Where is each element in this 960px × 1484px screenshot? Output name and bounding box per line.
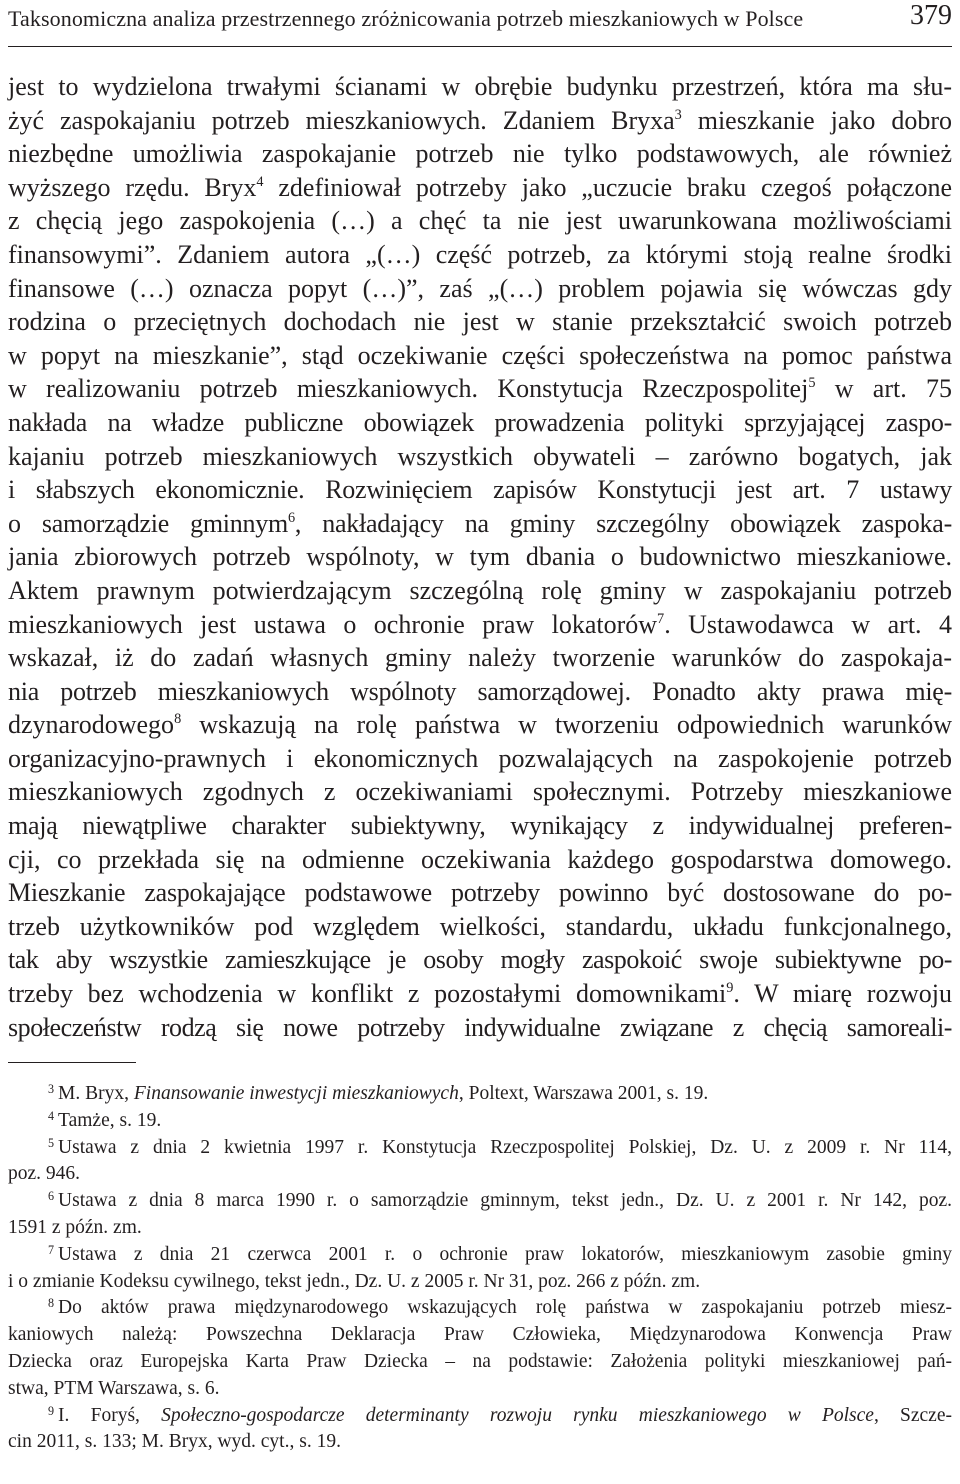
- text-line: [8, 675, 952, 709]
- text-run: społeczeństw rodzą się nowe potrzeby indywidualne związane z chęcią samoreali-: [8, 1012, 952, 1042]
- text-line: [8, 1011, 952, 1045]
- text-line: [8, 171, 952, 205]
- footnote-text: Dziecka oraz Europejska Karta Praw Dziecka – na podstawie: Założenia polityki mieszkaniowej pań-: [8, 1350, 952, 1372]
- text-line: [8, 574, 952, 608]
- footnote-line: [8, 1188, 952, 1215]
- text-run: z chęcią jego zaspokojenia (…) a chęć ta nie jest uwarunkowana możliwościami: [8, 206, 952, 236]
- text-run: w art. 75: [815, 374, 952, 404]
- text-run: Mieszkanie zaspokajające podstawowe potrzeby powinno być dostosowane do po-: [8, 878, 952, 908]
- footnote-line: [8, 1376, 952, 1403]
- text-line: [8, 104, 952, 138]
- footnote-text: , Poltext, Warszawa 2001, s. 19.: [458, 1083, 709, 1104]
- footnote-text: kaniowych należą: Powszechna Deklaracja Praw Człowieka, Międzynarodowa Konwencja Praw: [8, 1324, 952, 1346]
- text-line: [8, 440, 952, 474]
- footnote-text: cin 2011, s. 133; M. Bryx, wyd. cyt., s. 19.: [8, 1431, 341, 1453]
- footnote-number: 3: [48, 1081, 55, 1096]
- footnote-line: [8, 1269, 952, 1296]
- footnote-ref: 3: [674, 106, 682, 123]
- footnote-rule: [8, 1062, 136, 1063]
- footnote-line: [8, 1108, 952, 1135]
- text-run: cji, co przekłada się na odmienne oczekiwania każdego gospodarstwa domowego.: [8, 844, 952, 874]
- text-run: mieszkaniowych jest ustawa o ochronie praw lokatorów: [8, 609, 658, 639]
- footnote-title: Społeczno-gospodarcze determinanty rozwoju rynku mieszkaniowego w Polsce: [161, 1404, 874, 1426]
- text-line: [8, 473, 952, 507]
- text-line: [8, 977, 952, 1011]
- text-run: tak aby wszystkie zamieszkujące je osoby mogły zaspokoić swoje subiektywne po-: [8, 945, 952, 975]
- footnote-3: [8, 1081, 952, 1108]
- text-run: Aktem prawnym potwierdzającym szczególną rolę gminy w zaspokajaniu potrzeb: [8, 575, 952, 605]
- text-run: mieszkanie jako dobro: [681, 105, 952, 135]
- footnote-text: Ustawa z dnia 8 marca 1990 r. o samorządzie gminnym, tekst jedn., Dz. U. z 2001 r. Nr 142, poz.: [58, 1190, 952, 1212]
- footnote-line: [8, 1215, 952, 1242]
- footnote-title: Finansowanie inwestycji mieszkaniowych: [133, 1083, 459, 1104]
- text-run: finansowymi”. Zdaniem autora „(…) część potrzeb, za którymi stoją realne środki: [8, 239, 952, 269]
- footnote-text: Ustawa z dnia 21 czerwca 2001 r. o ochronie praw lokatorów, mieszkaniowym zasobie gminy: [58, 1243, 952, 1265]
- footnote-line: [8, 1322, 952, 1349]
- footnote-text: i o zmianie Kodeksu cywilnego, tekst jedn., Dz. U. z 2005 r. Nr 31, poz. 266 z późn. zm.: [8, 1270, 701, 1292]
- footnote-line: [8, 1295, 952, 1322]
- footnote-text: Do aktów prawa międzynarodowego wskazujących rolę państwa w zaspokajaniu potrzeb miesz-: [58, 1297, 952, 1319]
- text-line: [8, 372, 952, 406]
- footnote-ref: 7: [657, 610, 665, 627]
- footnote-line: [8, 1081, 952, 1108]
- text-line: [8, 339, 952, 373]
- footnote-ref: 8: [174, 711, 182, 728]
- page-number: 379: [910, 0, 952, 31]
- text-run: w realizowaniu potrzeb mieszkaniowych. Konstytucja Rzeczpospolitej: [8, 374, 809, 404]
- text-run: niezbędne umożliwia zaspokajanie potrzeb nie tylko podstawowych, ale również: [8, 139, 952, 169]
- footnote-line: [8, 1403, 952, 1430]
- text-run: zdefiniował potrzeby jako „uczucie braku czegoś połączone: [263, 172, 952, 202]
- text-line: [8, 641, 952, 675]
- footnote-text: Tamże, s. 19.: [58, 1109, 162, 1131]
- footnote-ref: 6: [288, 509, 295, 526]
- text-run: kajaniu potrzeb mieszkaniowych wszystkich obywateli – zarówno bogatych, jak: [8, 441, 952, 471]
- footnote-line: [8, 1429, 952, 1456]
- footnote-number: 8: [48, 1296, 55, 1311]
- text-run: jania zbiorowych potrzeb wspólnoty, w tym dbania o budownictwo mieszkaniowe.: [8, 542, 952, 572]
- footnote-text: M. Bryx,: [58, 1083, 134, 1104]
- text-run: . Ustawodawca w art. 4: [664, 609, 953, 639]
- footnote-4: [8, 1108, 952, 1135]
- text-line: [8, 70, 952, 104]
- footnote-line: [8, 1242, 952, 1269]
- text-run: finansowe (…) oznacza popyt (…)”, zaś „(…) problem pojawia się wówczas gdy: [8, 273, 952, 303]
- text-line: [8, 137, 952, 171]
- footnote-8: [8, 1295, 952, 1402]
- text-run: wskazał, iż do zadań własnych gminy należy tworzenie warunków do zaspokaja-: [8, 643, 952, 673]
- text-run: mają niewątpliwe charakter subiektywny, wynikający z indywidualnej preferen-: [8, 811, 952, 841]
- text-run: i słabszych ekonomicznie. Rozwinięciem zapisów Konstytucji jest art. 7 ustawy: [8, 475, 952, 505]
- footnote-6: [8, 1188, 952, 1242]
- text-line: [8, 272, 952, 306]
- footnote-text: , Szcze-: [873, 1404, 952, 1426]
- text-line: [8, 742, 952, 776]
- footnote-ref: 5: [808, 375, 816, 392]
- text-run: , nakładający na gminy szczególny obowiązek zaspoka-: [294, 508, 952, 538]
- body-text: [8, 70, 952, 1044]
- text-run: żyć zaspokajaniu potrzeb mieszkaniowych. Zdaniem Bryxa: [8, 105, 675, 135]
- text-run: w popyt na mieszkanie”, stąd oczekiwanie części społeczeństwa na pomoc państwa: [8, 340, 952, 370]
- footnote-text: I. Foryś,: [58, 1404, 162, 1426]
- footnote-ref: 4: [256, 173, 264, 190]
- text-run: jest to wydzielona trwałymi ścianami w obrębie budynku przestrzeń, która ma słu-: [8, 72, 952, 101]
- running-title: Taksonomiczna analiza przestrzennego zróżnicowania potrzeb mieszkaniowych w Polsce: [8, 6, 804, 31]
- footnote-text: poz. 946.: [8, 1163, 81, 1185]
- footnote-ref: 9: [726, 980, 734, 997]
- footnote-number: 7: [48, 1242, 55, 1257]
- footnote-line: [8, 1135, 952, 1162]
- text-run: nakłada na władze publiczne obowiązek prowadzenia polityki sprzyjającej zaspo-: [8, 407, 952, 437]
- text-line: [8, 708, 952, 742]
- text-run: trzeby bez wchodzenia w konflikt z pozostałymi domownikami: [8, 979, 727, 1009]
- text-line: [8, 809, 952, 843]
- text-line: [8, 775, 952, 809]
- text-line: [8, 943, 952, 977]
- text-run: organizacyjno-prawnych i ekonomicznych pozwalających na zaspokojenie potrzeb: [8, 743, 952, 773]
- text-run: rodzina o przeciętnych dochodach nie jest w stanie przekształcić swoich potrzeb: [8, 307, 952, 337]
- text-line: [8, 406, 952, 440]
- text-run: mieszkaniowych zgodnych z oczekiwaniami społecznymi. Potrzeby mieszkaniowe: [8, 777, 952, 807]
- footnote-text: 1591 z późn. zm.: [8, 1216, 142, 1238]
- text-run: nia potrzeb mieszkaniowych wspólnoty samorządowej. Ponadto akty prawa mię-: [8, 676, 952, 706]
- text-run: wskazują na rolę państwa w tworzeniu odpowiednich warunków: [181, 710, 952, 740]
- footnote-line: [8, 1349, 952, 1376]
- text-line: [8, 238, 952, 272]
- footnote-number: 5: [48, 1135, 55, 1150]
- text-line: [8, 305, 952, 339]
- text-run: dzynarodowego: [8, 710, 175, 740]
- text-run: . W miarę rozwoju: [733, 979, 953, 1009]
- footnote-line: [8, 1161, 952, 1188]
- footnote-text: Ustawa z dnia 2 kwietnia 1997 r. Konstytucja Rzeczpospolitej Polskiej, Dz. U. z 2009 r. Nr 114,: [58, 1136, 952, 1158]
- footnote-text: stwa, PTM Warszawa, s. 6.: [8, 1377, 220, 1399]
- text-line: [8, 843, 952, 877]
- text-line: [8, 204, 952, 238]
- page-header: [8, 0, 952, 47]
- footnote-7: [8, 1242, 952, 1296]
- footnotes: [8, 1081, 952, 1456]
- footnote-9: [8, 1403, 952, 1457]
- text-run: trzeb użytkowników pod względem wielkości, standardu, układu funkcjonalnego,: [8, 911, 952, 941]
- text-line: [8, 910, 952, 944]
- text-line: [8, 540, 952, 574]
- text-line: [8, 876, 952, 910]
- text-line: [8, 608, 952, 642]
- footnote-number: 6: [48, 1189, 55, 1204]
- footnote-number: 4: [48, 1108, 55, 1123]
- text-run: wyższego rzędu. Bryx: [8, 172, 257, 202]
- text-run: o samorządzie gminnym: [8, 508, 288, 538]
- footnote-number: 9: [48, 1403, 55, 1418]
- footnote-5: [8, 1135, 952, 1189]
- text-line: [8, 507, 952, 541]
